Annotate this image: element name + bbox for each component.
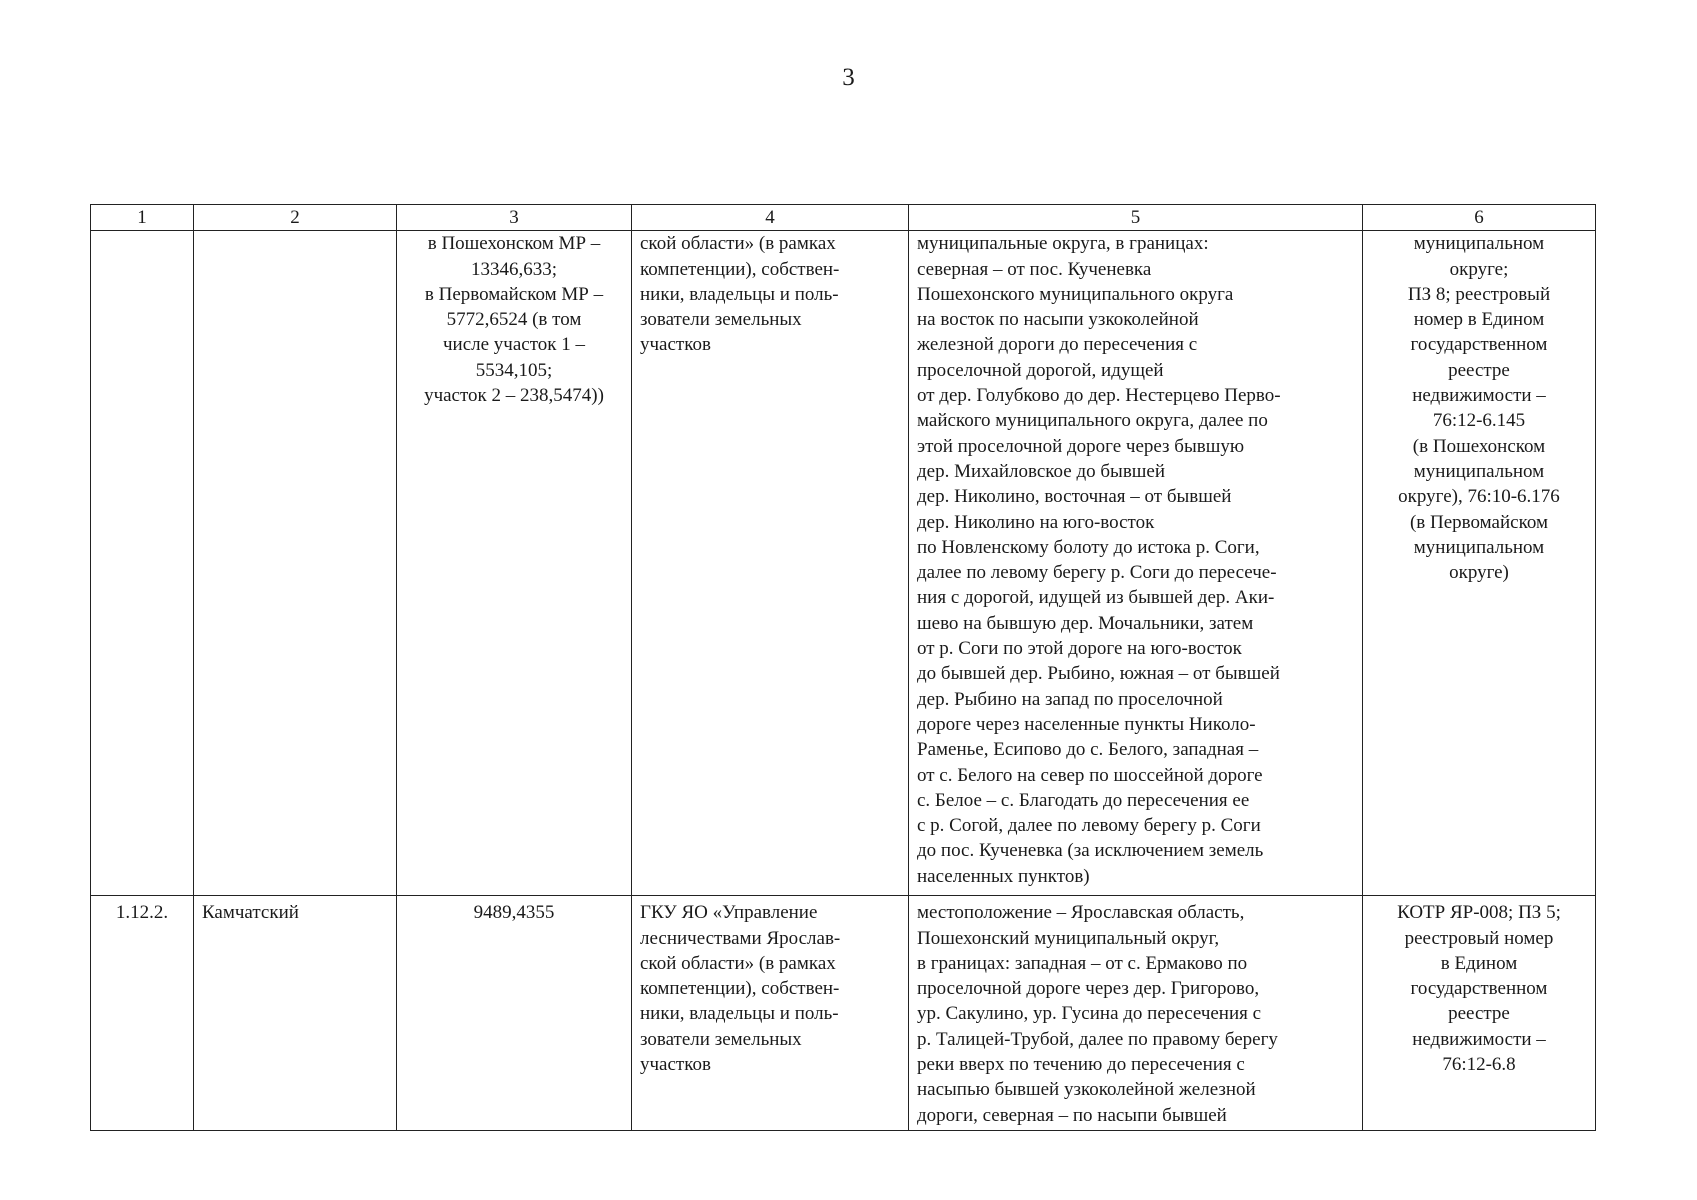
table-header-row [91, 205, 1596, 231]
page-number: 3 [842, 64, 855, 91]
column-header: 1 [91, 205, 194, 231]
column-header: 5 [909, 205, 1363, 231]
cell-responsible: ГКУ ЯО «Управление лесничествами Ярослав- ской области» (в рамках компетенции), собствен- ники, владельцы и поль- зователи земельных участков [632, 896, 909, 1131]
column-header: 2 [194, 205, 397, 231]
column-header: 3 [397, 205, 632, 231]
cell-number [91, 231, 194, 896]
cell-responsible: ской области» (в рамках компетенции), собствен- ники, владельцы и поль- зователи земельных участков [632, 231, 909, 896]
cell-location: местоположение – Ярославская область, Пошехонский муниципальный округ, в границах: западная – от с. Ермаково по проселочной дороге через дер. Григорово, ур. Сакулино, ур. Гусина до пересечения с р. Талицей-Трубой, далее по правому берегу реки вверх по течению до пересечения с насыпью бывшей узкоколейной железной дороги, северная – по насыпи бывшей [909, 896, 1363, 1131]
table-row [91, 896, 1596, 1131]
cell-registry: муниципальном округе; ПЗ 8; реестровый номер в Едином государственном реестре недвижимости – 76:12-6.145 (в Пошехонском муниципальном округе), 76:10-6.176 (в Первомайском муниципальном округе) [1363, 231, 1596, 896]
table-row [91, 231, 1596, 896]
cell-number: 1.12.2. [91, 896, 194, 1131]
cell-area: 9489,4355 [397, 896, 632, 1131]
cell-area: в Пошехонском МР – 13346,633; в Первомайском МР – 5772,6524 (в том числе участок 1 – 5534,105; участок 2 – 238,5474)) [397, 231, 632, 896]
column-header: 4 [632, 205, 909, 231]
cell-registry: КОТР ЯР-008; ПЗ 5; реестровый номер в Едином государственном реестре недвижимости – 76:12-6.8 [1363, 896, 1596, 1131]
cell-name: Камчатский [194, 896, 397, 1131]
column-header: 6 [1363, 205, 1596, 231]
zones-table [90, 204, 1596, 1131]
cell-location: муниципальные округа, в границах: северная – от пос. Кученевка Пошехонского муниципального округа на восток по насыпи узкоколейной железной дороги до пересечения с проселочной дорогой, идущей от дер. Голубково до дер. Нестерцево Перво- майского муниципального округа, далее по этой проселочной дороге через бывшую дер. Михайловское до бывшей дер. Николино, восточная – от бывшей дер. Николино на юго-восток по Новленскому болоту до истока р. Соги, далее по левому берегу р. Соги до пересече- ния с дорогой, идущей из бывшей дер. Аки- шево на бывшую дер. Мочальники, затем от р. Соги по этой дороге на юго-восток до бывшей дер. Рыбино, южная – от бывшей дер. Рыбино на запад по проселочной дороге через населенные пункты Николо- Раменье, Есипово до с. Белого, западная – от с. Белого на север по шоссейной дороге с. Белое – с. Благодать до пересечения ее с р. Согой, далее по левому берегу р. Соги до пос. Кученевка (за исключением земель населенных пунктов) [909, 231, 1363, 896]
cell-name [194, 231, 397, 896]
